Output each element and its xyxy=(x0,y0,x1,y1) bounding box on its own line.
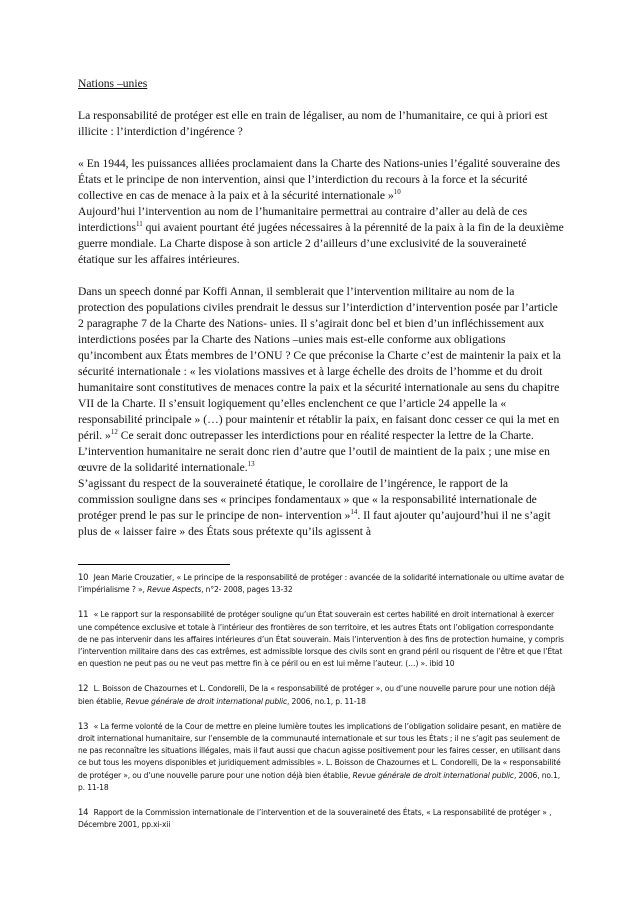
footnote-13-text: « La ferme volonté de la Cour de mettre en pleine lumière toutes les implications de l’obligation solidaire pesant, en matière de droit international humanitaire, sur l’ensemble de la communauté internationale et sur tous les États ; il ne s’agit pas seulement de ne pas reconnaître les situations illégales, mais il faut aussi que chacun agisse positivement pour les faires cesser, en utilisant dans ce but tous les moyens disponibles et juridiquement admissibles ». L. Boisson de Chazournes et L. Condorelli, De la « responsabilité de protéger », ou d’une nouvelle parure pour une notion déjà bien établie, xyxy=(78,721,562,780)
footnote-ref-13[interactable]: 13 xyxy=(247,460,255,469)
footnote-ref-12[interactable]: 12 xyxy=(110,428,118,437)
paragraph-3-part-b: Ce serait donc outrepasser les interdictions pour en réalité respecter la lettre de la Charte. L’intervention humanitaire ne serait donc rien d’autre que l’outil de maintient de la paix ; une mise en œuvre de la solidarité internationale. xyxy=(78,429,550,474)
footnote-10-journal: Revue Aspects xyxy=(147,585,202,595)
footnote-14-number: 14 xyxy=(78,807,89,818)
footnote-ref-10[interactable]: 10 xyxy=(393,188,401,197)
paragraph-4-part-b: . Il faut ajouter qu’aujourd’hui il ne s’agit plus de « laisser faire » des États sous prétexte qu’ils agissent à xyxy=(78,509,551,538)
footnote-13 xyxy=(78,720,564,794)
footnote-10 xyxy=(78,571,564,596)
page-content xyxy=(78,76,564,843)
footnote-11-number: 11 xyxy=(78,609,89,620)
footnote-13-tail: , 2006, no.1, p. 11-18 xyxy=(78,770,560,792)
footnote-10-text: Jean Marie Crouzatier, « Le principe de la responsabilité de protéger : avancée de la solidarité internationale ou ultime avatar de l’impérialisme ? », xyxy=(78,573,564,595)
footnote-10-number: 10 xyxy=(78,572,89,582)
footnote-12 xyxy=(78,682,564,707)
footnote-10-tail: , n°2- 2008, pages 13-32 xyxy=(201,585,293,595)
footnote-14 xyxy=(78,806,564,831)
footnote-12-text: L. Boisson de Chazournes et L. Condorelli, De la « responsabilité de protéger », ou d’une nouvelle parure pour une notion déjà bien établie, xyxy=(78,684,556,706)
footnote-12-number: 12 xyxy=(78,683,89,694)
main-text xyxy=(78,76,564,540)
footnote-14-text: Rapport de la Commission internationale de l’intervention et de la souveraineté des États, « La responsabilité de protéger » , Décembre 2001, pp.xi-xii xyxy=(78,808,552,830)
paragraph-2-part-c: qui avaient pourtant été jugées nécessaires à la pérennité de la paix à la fin de la deuxième guerre mondiale. La Charte dispose à son article 2 d’ailleurs d’une exclusivité de la souveraineté étatique sur les affaires intérieures. xyxy=(78,221,564,266)
paragraph-2-part-b: Aujourd’hui l’intervention au nom de l’humanitaire permettrai au contraire d’aller au delà de ces interdictions xyxy=(78,205,528,234)
footnote-ref-11[interactable]: 11 xyxy=(135,220,143,229)
paragraph-3 xyxy=(78,284,564,476)
footnote-13-journal: Revue générale de droit international public xyxy=(352,770,514,780)
footnote-separator xyxy=(78,564,230,565)
paragraph-4-part-a: S’agissant du respect de la souveraineté étatique, le corollaire de l’ingérence, le rapport de la commission souligne dans ses « principes fondamentaux » que « la responsabilité internationale de protéger prend le pas sur le principe de non- intervention » xyxy=(78,477,537,522)
paragraph-4 xyxy=(78,476,564,540)
paragraph-2-part-a: « En 1944, les puissances alliées proclamaient dans la Charte des Nations-unies l’égalité souveraine des États et le principe de non intervention, ainsi que l’interdiction du recours à la force et la sécurité collective en cas de menace à la paix et à la sécurité internationale » xyxy=(78,157,560,202)
footnote-11-text: « Le rapport sur la responsabilité de protéger souligne qu’un État souverain est certes habilité en droit international à exercer une compétence exclusive et totale à l’intérieur des frontières de son territoire, et les autres États ont l’obligation correspondante de ne pas intervenir dans les affaires intérieures d’un État souverain. Mais l’intervention à des fins de protection humaine, y compris l’intervention militaire dans des cas extrêmes, est admissible lorsque des civils sont en grand péril ou risquent de l’être et que l’État en question ne peut pas ou ne veut pas mettre fin à ce péril ou en est lui même l’auteur. (…) ». ibid 10 xyxy=(78,610,564,669)
footnotes xyxy=(78,571,564,831)
footnote-ref-14[interactable]: 14 xyxy=(350,508,358,517)
footnote-13-number: 13 xyxy=(78,720,89,731)
footnote-12-journal: Revue générale de droit international public xyxy=(125,696,287,706)
footnote-11 xyxy=(78,608,564,670)
paragraph-2 xyxy=(78,156,564,268)
paragraph-3-part-a: Dans un speech donné par Koffi Annan, il semblerait que l’intervention militaire au nom de la protection des populations civiles prendrait le dessus sur l’interdiction d’intervention posée par l’article 2 paragraphe 7 de la Charte des Nations- unies. Il s’agirait donc bel et bien d’un infléchissement aux interdictions posées par la Charte des Nations –unies mais est-elle conforme aux obligations qu’incombent aux États membres de l’ONU ? Ce que préconise la Charte c’est de maintenir la paix et la sécurité internationale : « les violations massives et à large échelle des droits de l’homme et du droit humanitaire sont constitutives de menaces contre la paix et la sécurité internationale au sens du chapitre VII de la Charte. Il s’ensuit logiquement qu’elles enclenchent ce que l’article 24 appelle la « responsabilité principale » (…) pour maintenir et rétablir la paix, en faisant donc cesser ce qui la met en péril. » xyxy=(78,285,561,442)
paragraph-1: La responsabilité de protéger est elle en train de légaliser, au nom de l’humanitaire, ce qui à priori est illicite : l’interdiction d’ingérence ? xyxy=(78,109,548,138)
footnote-12-tail: , 2006, no.1, p. 11-18 xyxy=(287,696,366,706)
section-heading: Nations –unies xyxy=(78,77,148,90)
